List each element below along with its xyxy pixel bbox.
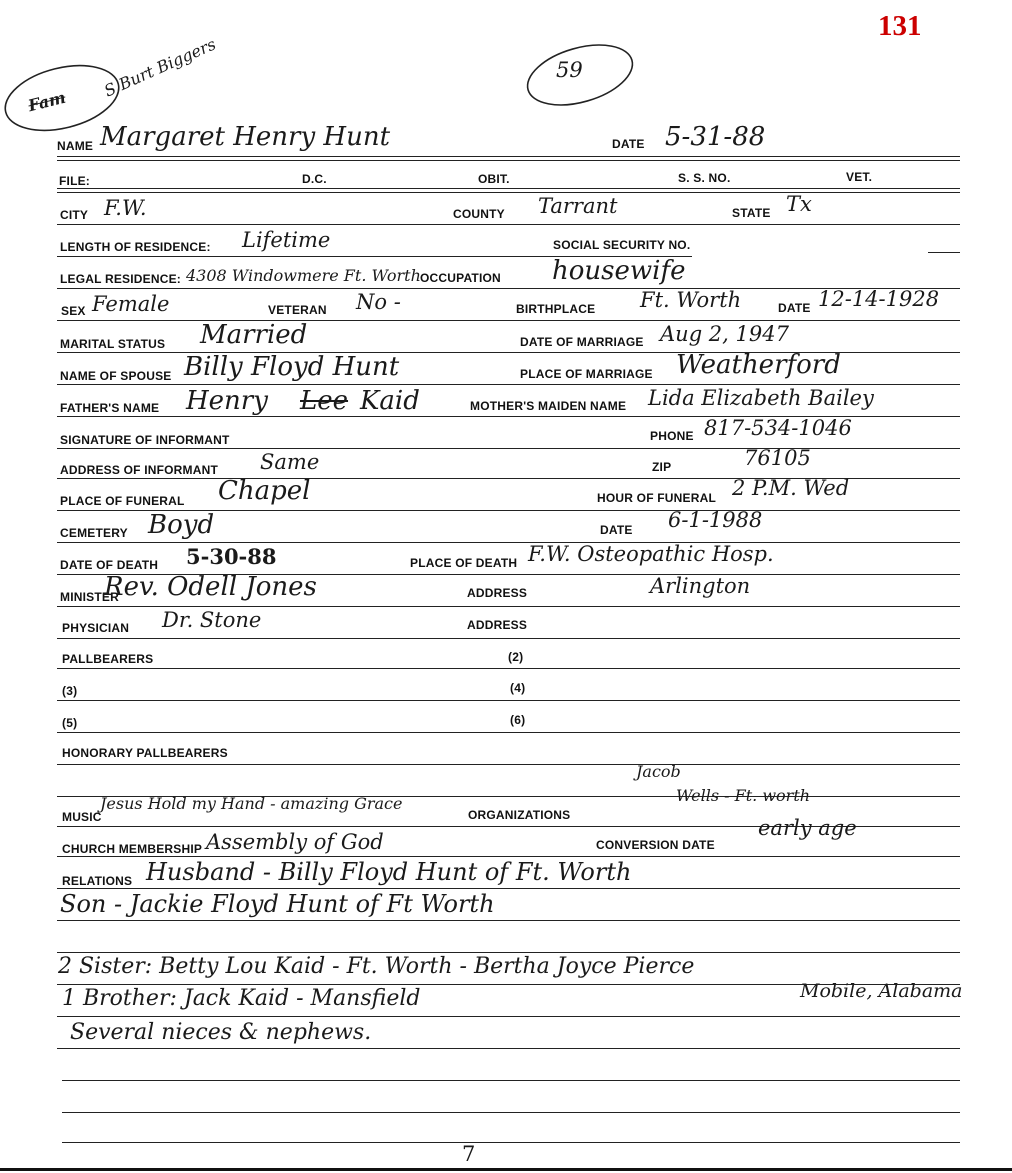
conversion-date-label: CONVERSION DATE bbox=[596, 838, 715, 852]
date-of-death-label: DATE OF DEATH bbox=[60, 558, 159, 572]
name-label: NAME bbox=[57, 139, 94, 153]
city-label: CITY bbox=[60, 208, 89, 222]
place-of-funeral-label: PLACE OF FUNERAL bbox=[60, 494, 185, 508]
page-number: 131 bbox=[878, 10, 922, 42]
pallbearer-2-label: (2) bbox=[508, 650, 524, 664]
minister-label: MINISTER bbox=[60, 590, 119, 604]
pallbearer-6-label: (6) bbox=[510, 713, 526, 727]
record-number: 59 bbox=[556, 58, 583, 82]
cemetery-value: Boyd bbox=[148, 510, 215, 540]
conversion-date-value: early age bbox=[758, 816, 857, 840]
pallbearer-5-label: (5) bbox=[62, 716, 78, 730]
minister-address-value: Arlington bbox=[650, 574, 751, 598]
rule bbox=[928, 252, 960, 253]
relation-line: Husband - Billy Floyd Hunt of Ft. Worth bbox=[146, 858, 632, 886]
name-value: Margaret Henry Hunt bbox=[100, 122, 391, 152]
rule bbox=[62, 1080, 960, 1081]
footer-mark: 7 bbox=[462, 1142, 476, 1166]
rule bbox=[57, 732, 960, 733]
rule bbox=[57, 160, 960, 161]
name-of-spouse-value: Billy Floyd Hunt bbox=[184, 352, 400, 382]
rule bbox=[57, 606, 960, 607]
date-value: 5-31-88 bbox=[665, 122, 766, 152]
date-of-death-value: 5-30-88 bbox=[186, 544, 277, 569]
phone-label: PHONE bbox=[650, 429, 694, 443]
length-of-residence-label: LENGTH OF RESIDENCE: bbox=[60, 240, 211, 254]
birth-date-label: DATE bbox=[778, 301, 811, 315]
physician-value: Dr. Stone bbox=[162, 608, 262, 632]
place-of-marriage-label: PLACE OF MARRIAGE bbox=[520, 367, 653, 381]
rule bbox=[57, 384, 960, 385]
county-label: COUNTY bbox=[453, 207, 505, 221]
place-of-funeral-value: Chapel bbox=[218, 476, 311, 506]
rule bbox=[57, 984, 960, 985]
occupation-label: OCCUPATION bbox=[420, 271, 501, 285]
rule bbox=[57, 224, 960, 225]
church-membership-label: CHURCH MEMBERSHIP bbox=[62, 842, 203, 856]
address-of-informant-value: Same bbox=[260, 450, 320, 474]
rule bbox=[57, 1016, 960, 1017]
relation-line: Son - Jackie Floyd Hunt of Ft Worth bbox=[60, 890, 495, 918]
birth-date-value: 12-14-1928 bbox=[818, 287, 940, 311]
rule bbox=[57, 156, 960, 157]
rule bbox=[57, 320, 960, 321]
fathers-name-label: FATHER'S NAME bbox=[60, 401, 160, 415]
rule bbox=[57, 700, 960, 701]
minister-value: Rev. Odell Jones bbox=[104, 572, 317, 602]
church-membership-value: Assembly of God bbox=[206, 830, 384, 854]
honorary-pallbearers-label: HONORARY PALLBEARERS bbox=[62, 746, 228, 760]
funeral-date-label: DATE bbox=[600, 523, 633, 537]
cemetery-label: CEMETERY bbox=[60, 526, 128, 540]
rule bbox=[62, 1142, 960, 1143]
phone-value: 817-534-1046 bbox=[704, 416, 852, 440]
rule bbox=[57, 638, 960, 639]
file-label: FILE: bbox=[59, 174, 90, 188]
relation-line: 1 Brother: Jack Kaid - Mansfield bbox=[62, 986, 421, 1011]
hour-of-funeral-label: HOUR OF FUNERAL bbox=[597, 491, 716, 505]
relation-line: 2 Sister: Betty Lou Kaid - Ft. Worth - Bertha Joyce Pierce bbox=[58, 954, 695, 979]
rule bbox=[57, 188, 960, 189]
rule bbox=[57, 542, 960, 543]
rule bbox=[57, 920, 960, 921]
sex-value: Female bbox=[92, 292, 170, 316]
state-value: Tx bbox=[786, 192, 812, 216]
date-of-marriage-value: Aug 2, 1947 bbox=[660, 322, 789, 346]
organizations-jacob: Jacob bbox=[636, 762, 681, 781]
veteran-value: No - bbox=[356, 290, 401, 314]
date-label: DATE bbox=[612, 137, 645, 151]
fathers-name-last: Kaid bbox=[360, 386, 420, 416]
pallbearer-4-label: (4) bbox=[510, 681, 526, 695]
legal-residence-label: LEGAL RESIDENCE: bbox=[60, 272, 181, 286]
signature-of-informant-label: SIGNATURE OF INFORMANT bbox=[60, 433, 230, 447]
place-of-death-label: PLACE OF DEATH bbox=[410, 556, 518, 570]
rule bbox=[57, 952, 960, 953]
address-of-informant-label: ADDRESS OF INFORMANT bbox=[60, 463, 218, 477]
hour-of-funeral-value: 2 P.M. Wed bbox=[732, 476, 850, 500]
date-of-marriage-label: DATE OF MARRIAGE bbox=[520, 335, 644, 349]
vet-label: VET. bbox=[846, 170, 873, 184]
county-value: Tarrant bbox=[538, 194, 618, 218]
birthplace-value: Ft. Worth bbox=[640, 288, 742, 312]
funeral-date-value: 6-1-1988 bbox=[668, 508, 763, 532]
obit-label: OBIT. bbox=[478, 172, 510, 186]
music-label: MUSIC bbox=[62, 810, 102, 824]
city-value: F.W. bbox=[104, 196, 147, 220]
length-of-residence-value: Lifetime bbox=[242, 228, 331, 252]
fathers-name-value: Henry bbox=[186, 386, 268, 416]
rule bbox=[57, 668, 960, 669]
place-of-death-value: F.W. Osteopathic Hosp. bbox=[528, 542, 774, 566]
relation-line: Several nieces & nephews. bbox=[70, 1020, 372, 1045]
ssno-label: S. S. NO. bbox=[678, 171, 731, 185]
zip-value: 76105 bbox=[744, 446, 811, 470]
sex-label: SEX bbox=[61, 304, 86, 318]
mothers-maiden-name-value: Lida Elizabeth Bailey bbox=[648, 386, 874, 410]
veteran-label: VETERAN bbox=[268, 303, 327, 317]
rule bbox=[62, 1112, 960, 1113]
corner-note-struck: Fam bbox=[26, 87, 68, 116]
relations-label: RELATIONS bbox=[62, 874, 133, 888]
relations-note: Mobile, Alabama bbox=[800, 980, 963, 1002]
marital-status-value: Married bbox=[200, 320, 308, 350]
rule bbox=[57, 888, 960, 889]
music-value: Jesus Hold my Hand - amazing Grace bbox=[100, 794, 403, 813]
dc-label: D.C. bbox=[302, 172, 327, 186]
place-of-marriage-value: Weatherford bbox=[676, 350, 841, 380]
rule bbox=[57, 764, 960, 765]
physician-address-label: ADDRESS bbox=[467, 618, 528, 632]
bottom-edge bbox=[0, 1168, 1012, 1171]
corner-note: S Burt Biggers bbox=[101, 34, 219, 101]
rule bbox=[57, 448, 960, 449]
rule bbox=[57, 192, 960, 193]
marital-status-label: MARITAL STATUS bbox=[60, 337, 166, 351]
birthplace-label: BIRTHPLACE bbox=[516, 302, 596, 316]
pallbearer-3-label: (3) bbox=[62, 684, 78, 698]
organizations-value: Wells - Ft. worth bbox=[676, 786, 811, 805]
occupation-value: housewife bbox=[552, 256, 686, 286]
physician-label: PHYSICIAN bbox=[62, 621, 130, 635]
minister-address-label: ADDRESS bbox=[467, 586, 528, 600]
mothers-maiden-name-label: MOTHER'S MAIDEN NAME bbox=[470, 399, 627, 413]
zip-label: ZIP bbox=[652, 460, 672, 474]
social-security-label: SOCIAL SECURITY NO. bbox=[553, 238, 691, 252]
state-label: STATE bbox=[732, 206, 771, 220]
organizations-label: ORGANIZATIONS bbox=[468, 808, 571, 822]
fathers-name-struck: Lee bbox=[300, 386, 349, 416]
legal-residence-value: 4308 Windowmere Ft. Worth bbox=[186, 266, 421, 285]
rule bbox=[57, 856, 960, 857]
pallbearers-label: PALLBEARERS bbox=[62, 652, 154, 666]
rule bbox=[57, 1048, 960, 1049]
name-of-spouse-label: NAME OF SPOUSE bbox=[60, 369, 172, 383]
